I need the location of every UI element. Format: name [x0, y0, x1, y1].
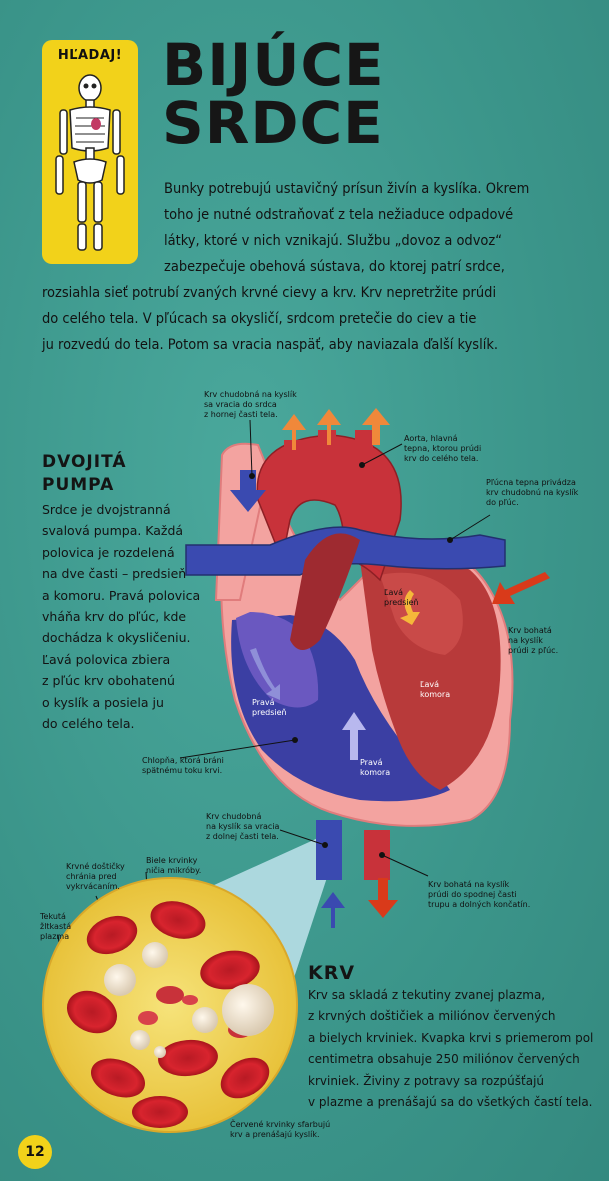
blood-line: z krvných doštičiek a miliónov červených [308, 1009, 556, 1024]
inferior-vena-cava [316, 820, 342, 880]
blood-line: Krv sa skladá z tekutiny zvanej plazma, [308, 988, 546, 1002]
page-number: 12 [18, 1135, 52, 1169]
label-upper-vena: Krv chudobná na kyslík sa vracia do srdca z hornej časti tela. [204, 390, 297, 419]
title-line-2: SRDCE [162, 89, 384, 157]
intro-line: do celého tela. V pľúcach sa okysličí, srdcom pretečie do ciev a tie [42, 311, 477, 327]
blood-paragraph [308, 985, 593, 1113]
pump-line: Ľavá polovica zbiera [42, 651, 171, 667]
label-valve: Chlopňa, ktorá bráni spätnému toku krvi. [142, 756, 224, 775]
label-white-cells: Biele krvinky ničia mikróby. [146, 856, 202, 875]
label-left-atrium: Ľavá predsieň [384, 588, 419, 607]
pump-line: o kyslík a posiela ju [42, 694, 164, 710]
label-platelets: Krvné doštičky chránia pred vykrvácaním. [66, 862, 125, 891]
pump-line: vháňa krv do pľúc, kde [42, 609, 187, 625]
label-plasma: Tekutá žltkastá plazma [40, 912, 72, 941]
intro-line: zabezpečuje obehová sústava, do ktorej patrí srdce, [164, 259, 505, 275]
blood-line: v plazme a prenášajú sa do všetkých častí tela. [308, 1095, 593, 1110]
pump-line: dochádza k okysličeniu. [42, 630, 191, 646]
label-pulmonary-artery: Pľúcna tepna privádza krv chudobnú na kyslík do pľúc. [486, 478, 579, 507]
blood-heading: KRV [308, 962, 356, 984]
blood-line: a bielych krviniek. Kvapka krvi s priemerom pol [308, 1030, 594, 1045]
pump-heading-line-2: PUMPA [42, 475, 115, 495]
pump-heading [42, 451, 127, 497]
label-right-ventricle: Pravá komora [360, 758, 391, 777]
pump-line: a komoru. Pravá polovica [42, 587, 201, 603]
blood-sample [43, 878, 297, 1132]
pump-line: na dve časti – predsieň [42, 566, 187, 582]
descending-aorta [364, 830, 390, 880]
blood-line: centimetra obsahuje 250 miliónov červených [308, 1052, 580, 1067]
title-line-1: BIJÚCE [162, 31, 385, 99]
intro-line: rozsiahla sieť potrubí zvaných krvné cievy a krv. Krv nepretržite prúdi [42, 285, 497, 301]
pump-line: do celého tela. [42, 716, 135, 732]
label-oxygen-rich: Krv bohatá na kyslík prúdi z pľúc. [508, 626, 559, 655]
pump-paragraph [42, 499, 200, 734]
label-left-ventricle: Ľavá komora [420, 680, 451, 699]
pump-line: polovica je rozdelená [42, 544, 175, 560]
intro-line: látky, ktoré v nich vznikajú. Službu „dovoz a odvoz“ [164, 233, 503, 249]
pump-heading-line-1: DVOJITÁ [42, 452, 127, 472]
label-red-cells: Červené krvinky sfarbujú krv a prenášajú kyslík. [230, 1120, 331, 1139]
label-descending-aorta: Krv bohatá na kyslík prúdi do spodnej časti trupu a dolných končatín. [428, 880, 531, 909]
blood-line: krviniek. Živiny z potravy sa rozpúšťajú [308, 1073, 545, 1088]
label-right-atrium: Pravá predsieň [252, 698, 287, 717]
badge-label: HĽADAJ! [57, 48, 123, 63]
intro-line: toho je nutné odstraňovať z tela nežiaduce odpadové [164, 207, 514, 223]
pump-line: z pľúc krv obohatenú [42, 673, 175, 689]
intro-line: ju rozvedú do tela. Potom sa vracia naspäť, aby naviazala ďalší kyslík. [42, 337, 499, 353]
intro-line: Bunky potrebujú ustavičný prísun živín a kyslíka. Okrem [164, 181, 530, 197]
pump-line: Srdce je dvojstranná [42, 502, 171, 517]
label-lower-vena: Krv chudobná na kyslík sa vracia z dolnej časti tela. [206, 812, 280, 841]
label-aorta: Aorta, hlavná tepna, ktorou prúdi krv do celého tela. [404, 434, 482, 463]
pump-line: svalová pumpa. Každá [42, 523, 184, 539]
